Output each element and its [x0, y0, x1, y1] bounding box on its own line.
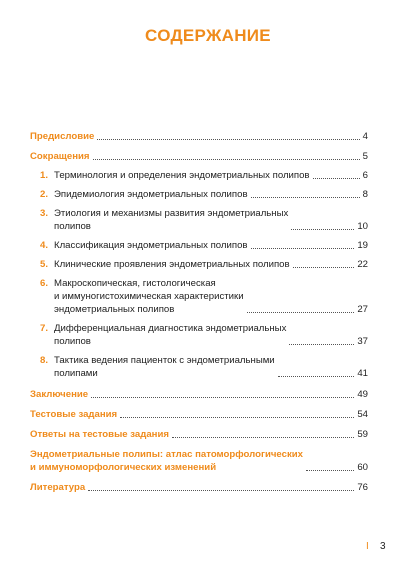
- toc-entry-test-answers[interactable]: [30, 428, 368, 441]
- toc-page-number: 59: [357, 429, 368, 440]
- dot-leader: [293, 267, 355, 268]
- toc-entry-chapter-1[interactable]: [30, 169, 368, 182]
- dot-leader: [313, 178, 360, 179]
- dot-leader: [251, 197, 360, 198]
- dot-leader: [306, 470, 354, 471]
- dot-leader: [91, 397, 354, 398]
- toc-page-number: 4: [362, 131, 368, 142]
- chapter-number: 6.: [39, 278, 48, 289]
- page-title: СОДЕРЖАНИЕ: [145, 26, 271, 45]
- dot-leader: [97, 139, 359, 140]
- toc-entry-chapter-4[interactable]: [30, 239, 368, 252]
- toc-page-number: 49: [357, 389, 368, 400]
- toc-entry-title: Тактика ведения пациенток с эндометриальными полипами: [54, 355, 275, 379]
- chapter-number: 7.: [39, 323, 48, 334]
- toc-page-number: 41: [357, 368, 368, 379]
- toc-entry-title: Эпидемиология эндометриальных полипов: [54, 189, 248, 200]
- footer-marker: I: [366, 541, 369, 552]
- toc-page-number: 54: [357, 409, 368, 420]
- table-of-contents: [30, 130, 368, 494]
- toc-entry-title: Клинические проявления эндометриальных полипов: [54, 259, 290, 270]
- chapter-number: 5.: [39, 259, 48, 270]
- toc-entry-title: Заключение: [30, 389, 89, 400]
- toc-entry-chapter-2[interactable]: [30, 188, 368, 201]
- toc-entry-chapter-8[interactable]: [30, 354, 368, 380]
- toc-entry-preface[interactable]: [30, 130, 368, 143]
- toc-entry-literature[interactable]: [30, 481, 368, 494]
- toc-entry-title: Классификация эндометриальных полипов: [54, 240, 248, 251]
- dot-leader: [172, 437, 354, 438]
- toc-entry-conclusion[interactable]: [30, 388, 368, 401]
- toc-entry-title: Литература: [30, 482, 86, 493]
- toc-entry-chapter-6[interactable]: [30, 277, 368, 316]
- toc-page-number: 10: [357, 221, 368, 232]
- toc-entry-chapter-5[interactable]: [30, 258, 368, 271]
- dot-leader: [289, 344, 354, 345]
- toc-page-number: 5: [362, 151, 368, 162]
- toc-entry-chapter-3[interactable]: [30, 207, 368, 233]
- toc-entry-title: Тестовые задания: [30, 409, 118, 420]
- page-number: 3: [380, 541, 386, 552]
- toc-page-number: 37: [357, 336, 368, 347]
- dot-leader: [247, 312, 355, 313]
- toc-page-number: 60: [357, 462, 368, 473]
- dot-leader: [120, 417, 354, 418]
- toc-entry-abbreviations[interactable]: [30, 150, 368, 163]
- toc-entry-title: Ответы на тестовые задания: [30, 429, 169, 440]
- toc-entry-chapter-7[interactable]: [30, 322, 368, 348]
- toc-entry-title: Дифференциальная диагностика эндометриальных полипов: [54, 323, 287, 347]
- dot-leader: [291, 229, 354, 230]
- chapter-number: 4.: [39, 240, 48, 251]
- toc-entry-title: Эндометриальные полипы: атлас патоморфологических и иммуноморфологических изменений: [30, 449, 304, 473]
- toc-page-number: 19: [357, 240, 368, 251]
- toc-page-number: 22: [357, 259, 368, 270]
- toc-entry-title: Этиология и механизмы развития эндометриальных полипов: [54, 208, 289, 232]
- toc-entry-title: Макроскопическая, гистологическая и иммуногистохимическая характеристики эндометриальных полипов: [54, 278, 244, 315]
- dot-leader: [93, 159, 360, 160]
- toc-entry-title: Терминология и определения эндометриальных полипов: [54, 170, 310, 181]
- chapter-number: 2.: [39, 189, 48, 200]
- toc-entry-tests[interactable]: [30, 408, 368, 421]
- chapter-number: 1.: [39, 170, 48, 181]
- dot-leader: [251, 248, 355, 249]
- toc-page-number: 27: [357, 304, 368, 315]
- toc-page-number: 6: [362, 170, 368, 181]
- dot-leader: [88, 490, 354, 491]
- chapter-number: 8.: [39, 355, 48, 366]
- dot-leader: [278, 376, 355, 377]
- toc-entry-title: Предисловие: [30, 131, 95, 142]
- toc-page-number: 76: [357, 482, 368, 493]
- toc-entry-title: Сокращения: [30, 151, 90, 162]
- toc-entry-atlas[interactable]: [30, 448, 368, 474]
- toc-page-number: 8: [362, 189, 368, 200]
- chapter-number: 3.: [39, 208, 48, 219]
